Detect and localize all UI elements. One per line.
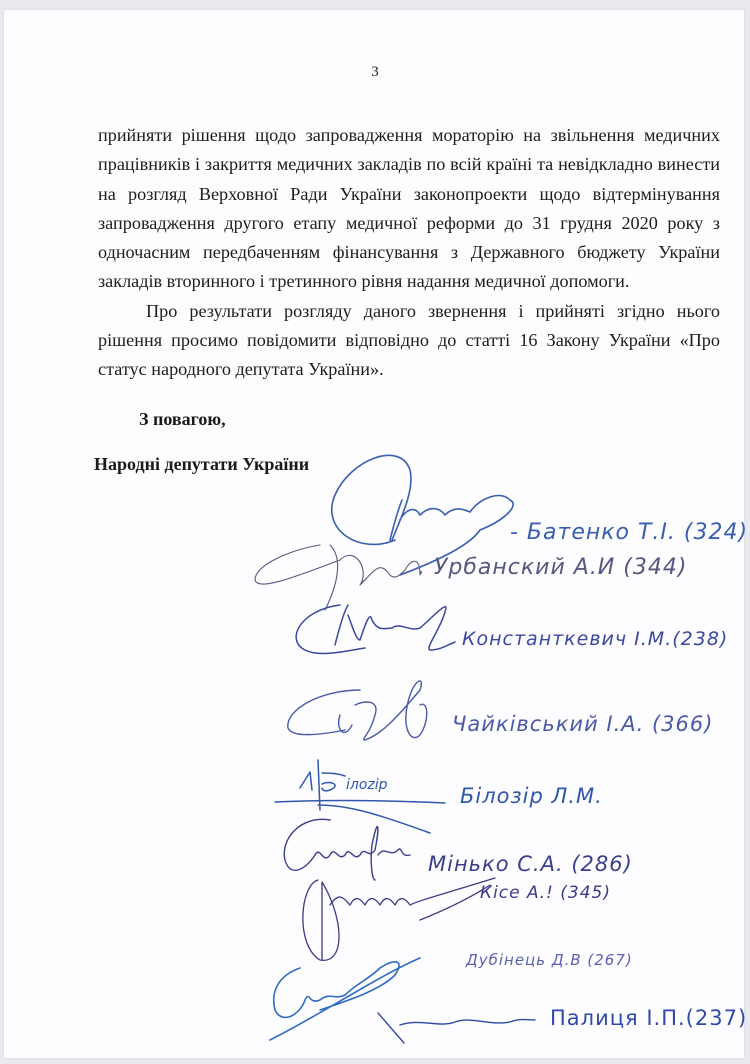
signature-mark-palytsia bbox=[378, 1013, 535, 1043]
signature-mark-dubinets bbox=[270, 958, 420, 1040]
signature-name-konstankevych: Константкевич І.М.(238) bbox=[462, 628, 729, 650]
signature-name-chaykivskyi: Чайківський І.А. (366) bbox=[452, 712, 714, 736]
signature-mark-kisse bbox=[303, 878, 495, 960]
signature-mark-konstankevych bbox=[296, 605, 455, 653]
signature-mark-bilozir-text: ілоzip bbox=[346, 777, 388, 793]
signature-name-dubinets: Дубінець Д.В (267) bbox=[466, 951, 633, 969]
signature-mark-minko bbox=[284, 819, 410, 880]
closing-salutation: З повагою, bbox=[139, 409, 226, 429]
page-number: 3 bbox=[371, 64, 379, 80]
signature-name-batenko: - Батенко Т.І. (324) bbox=[510, 520, 749, 545]
signature-name-bilozir: Білозір Л.М. bbox=[460, 784, 603, 808]
signatory-heading: Народні депутати України bbox=[94, 454, 310, 474]
signature-name-kisse: Кісе А.! (345) bbox=[480, 883, 611, 903]
paragraph-response-request: Про результати розгляду даного звернення і прийняті згідно нього рішення просимо повідомити відповідно до статті 16 Закону України «Про статус народного депутата України». bbox=[98, 300, 720, 380]
signature-name-palytsia: Палиця І.П.(237) bbox=[550, 1006, 748, 1030]
signature-mark-chaykivskyi bbox=[288, 681, 427, 740]
signature-mark-bilozir bbox=[275, 760, 445, 833]
signature-name-minko: Мінько С.А. (286) bbox=[428, 852, 633, 876]
signature-name-urbanskiy: . Урбанский А.И (344) bbox=[418, 555, 688, 580]
signature-mark-urbanskiy bbox=[255, 545, 420, 610]
paragraph-request: прийняти рішення щодо запровадження мораторію на звільнення медичних працівників і закриття медичних закладів по всій країні та невідкладно винести на розгляд Верховної Ради України законопроекти щодо відтермінування запровадження другого етапу медичної реформи до 31 грудня 2020 року з одночасним передбаченням фінансування з Державного бюджету України закладів вторинного і третинного рівня надання медичної допомоги. bbox=[98, 125, 720, 292]
